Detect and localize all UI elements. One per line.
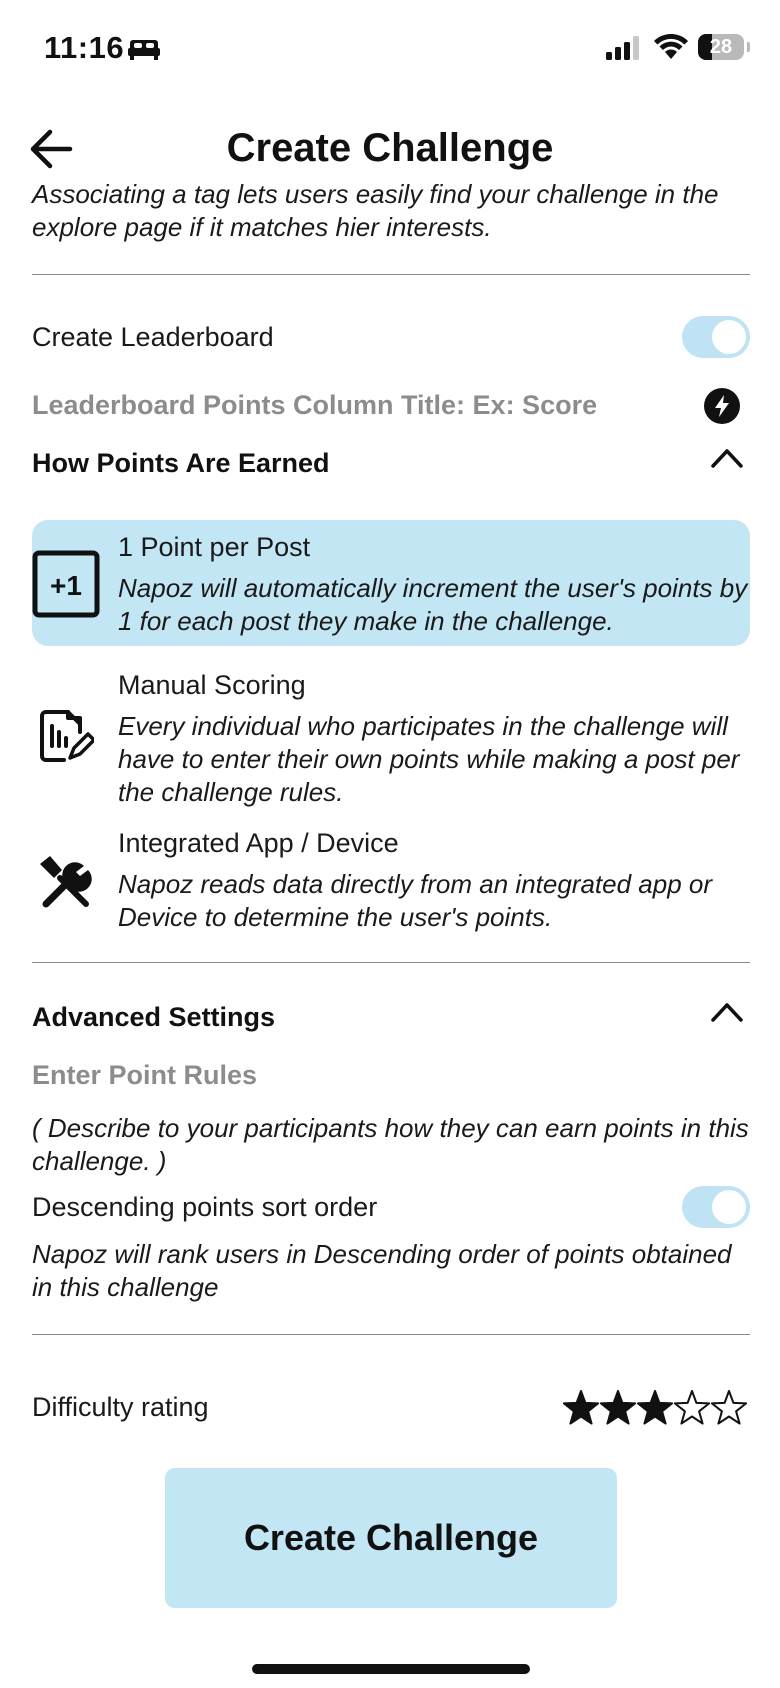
option-description: Every individual who participates in the challenge will have to enter their own points while making a post per the challenge rules. [118, 711, 740, 807]
point-rules-input[interactable]: Enter Point Rules [32, 1060, 258, 1090]
star-filled-icon[interactable] [601, 1391, 635, 1424]
lightning-icon[interactable] [704, 388, 740, 424]
sort-order-toggle[interactable] [682, 1186, 750, 1228]
create-leaderboard-toggle[interactable] [682, 316, 750, 358]
cellular-signal-icon [606, 36, 642, 60]
points-option-integrated[interactable] [32, 818, 750, 940]
header-description: Associating a tag lets users easily find your challenge in the explore page if it matches hier interests. [32, 179, 719, 242]
star-filled-icon[interactable] [638, 1391, 672, 1424]
option-description: Napoz reads data directly from an integrated app or Device to determine the user's points. [118, 869, 713, 932]
leaderboard-column-title-input[interactable]: Leaderboard Points Column Title: Ex: Score [32, 390, 598, 420]
option-title: Manual Scoring [118, 670, 306, 700]
points-option-manual[interactable] [32, 658, 750, 808]
point-rules-hint: ( Describe to your participants how they can earn points in this challenge. ) [32, 1113, 749, 1176]
difficulty-rating-stars[interactable] [562, 1388, 750, 1428]
wifi-icon [654, 34, 688, 60]
star-filled-icon[interactable] [564, 1391, 598, 1424]
chevron-up-icon[interactable] [710, 1000, 744, 1024]
status-time: 11:16 [44, 30, 125, 65]
points-section-title: How Points Are Earned [32, 448, 330, 478]
option-description: Napoz will automatically increment the user's points by 1 for each post they make in the challenge. [118, 573, 748, 636]
battery-nub [747, 42, 750, 52]
divider [32, 962, 750, 963]
divider [32, 274, 750, 275]
points-option-per-post[interactable] [32, 520, 750, 646]
plus-one-icon [32, 550, 100, 618]
advanced-section-title: Advanced Settings [32, 1002, 276, 1032]
page-title: Create Challenge [226, 126, 554, 170]
star-empty-icon[interactable] [712, 1391, 746, 1424]
option-title: 1 Point per Post [118, 532, 311, 562]
chevron-up-icon[interactable] [710, 446, 744, 470]
battery-icon [698, 34, 744, 60]
sort-order-description: Napoz will rank users in Descending order of points obtained in this challenge [32, 1239, 732, 1302]
create-leaderboard-label: Create Leaderboard [32, 322, 274, 352]
sleep-mode-icon [128, 38, 160, 60]
svg-text:+1: +1 [50, 570, 82, 601]
manual-scoring-icon [38, 708, 94, 764]
divider [32, 1334, 750, 1335]
create-challenge-button[interactable]: Create Challenge [165, 1468, 617, 1608]
sort-order-label: Descending points sort order [32, 1192, 378, 1222]
difficulty-label: Difficulty rating [32, 1392, 209, 1422]
star-empty-icon[interactable] [675, 1391, 709, 1424]
option-title: Integrated App / Device [118, 828, 399, 858]
battery-level: 28 [709, 36, 733, 58]
home-indicator[interactable] [252, 1664, 530, 1674]
back-arrow-icon[interactable] [28, 126, 74, 172]
tools-icon [36, 852, 96, 912]
